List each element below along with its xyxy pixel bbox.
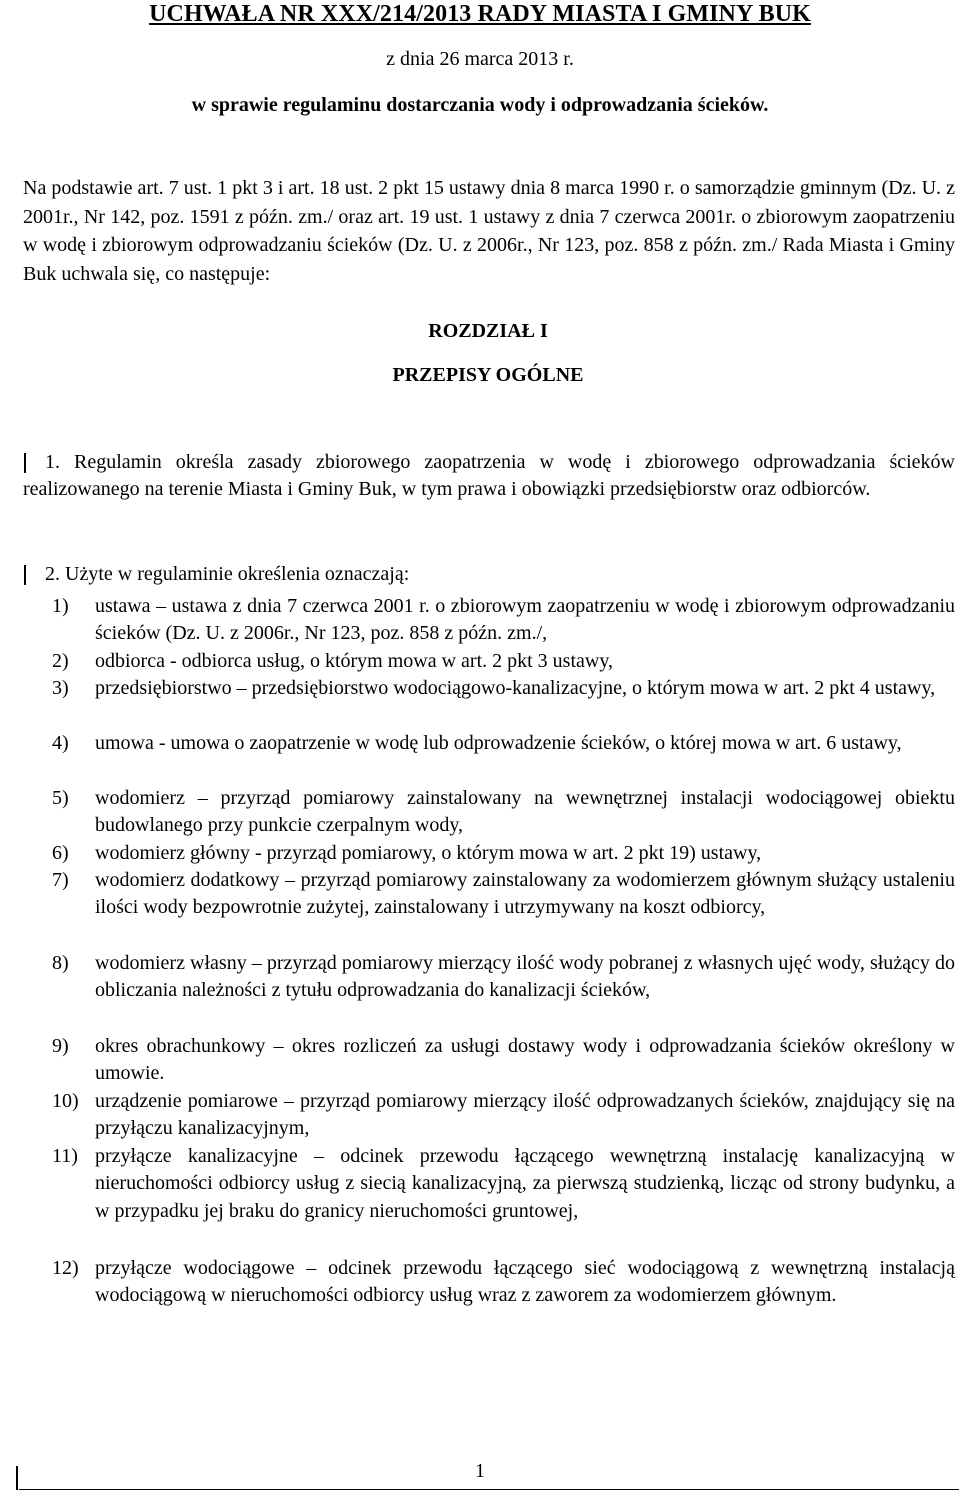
footer-rule — [19, 1489, 959, 1490]
resolution-title: UCHWAŁA NR XXX/214/2013 RADY MIASTA I GMINY BUK — [149, 1, 811, 27]
list-item-number: 8) — [52, 952, 69, 974]
resolution-subject: w sprawie regulaminu dostarczania wody i odprowadzania ścieków. — [191, 94, 769, 116]
paragraph-2-text: 2. Użyte w regulaminie określenia oznaczają: — [45, 563, 410, 585]
page-number: 1 — [475, 1460, 485, 1482]
list-item-text: wodomierz własny – przyrząd pomiarowy mierzący ilość wody pobranej z własnych ujęć wody, służący do obliczania należności z tytułu odprowadzania do kanalizacji ścieków, — [95, 952, 955, 1002]
list-item-text: przyłącze kanalizacyjne – odcinek przewodu łączącego wewnętrzną instalację kanalizacyjną w nieruchomości odbiorcy usług z siecią kanalizacyjną, za pierwszą studzienką, licząc od strony budynku, a w przypadku jej braku do granicy nieruchomości gruntowej, — [95, 1145, 955, 1222]
list-item-number: 3) — [52, 677, 69, 699]
list-item-text: przedsiębiorstwo – przedsiębiorstwo wodociągowo-kanalizacyjne, o którym mowa w art. 2 pkt 4 ustawy, — [95, 677, 936, 699]
list-item-number: 7) — [52, 869, 69, 891]
list-item-text: wodomierz – przyrząd pomiarowy zainstalowany na wewnętrznej instalacji wodociągowej obiektu budowlanego przy punkcie czerpalnym wody, — [95, 787, 955, 837]
list-item-number: 5) — [52, 787, 69, 809]
section-sign-icon — [23, 449, 43, 476]
list-item-number: 4) — [52, 732, 69, 754]
resolution-date: z dnia 26 marca 2013 r. — [386, 48, 574, 70]
list-item-number: 1) — [52, 595, 69, 617]
list-item-text: umowa - umowa o zaopatrzenie w wodę lub odprowadzenie ścieków, o której mowa w art. 6 ustawy, — [95, 732, 902, 754]
list-item-number: 12) — [52, 1257, 79, 1279]
list-item-text: wodomierz główny - przyrząd pomiarowy, o którym mowa w art. 2 pkt 19) ustawy, — [95, 842, 762, 864]
list-item-text: okres obrachunkowy – okres rozliczeń za usługi dostawy wody i odprowadzania ścieków określony w umowie. — [95, 1035, 955, 1085]
list-item-number: 10) — [52, 1090, 79, 1112]
paragraph-2 — [23, 561, 955, 588]
list-item-number: 2) — [52, 650, 69, 672]
paragraph-1 — [23, 449, 955, 503]
list-item-number: 9) — [52, 1035, 69, 1057]
list-item-text: urządzenie pomiarowe – przyrząd pomiarowy mierzący ilość odprowadzanych ścieków, znajdujący się na przyłączu kanalizacyjnym, — [95, 1090, 955, 1140]
paragraph-1-text: 1. Regulamin określa zasady zbiorowego zaopatrzenia w wodę i zbiorowego odprowadzania ścieków realizowanego na terenie Miasta i Gminy Buk, w tym prawa i obowiązki przedsiębiorstw oraz odbiorców. — [23, 451, 955, 500]
legal-basis: Na podstawie art. 7 ust. 1 pkt 3 i art. 18 ust. 2 pkt 15 ustawy dnia 8 marca 1990 r. o samorządzie gminnym (Dz. U. z 2001r., Nr 142, poz. 1591 z późn. zm./ oraz art. 19 ust. 1 ustawy z dnia 7 czerwca 2001r. o zbiorowym zaopatrzeniu w wodę i zbiorowym odprowadzaniu ścieków (Dz. U. z 2006r., Nr 123, poz. 858 z późn. zm./ Rada Miasta i Gminy Buk uchwala się, co następuje: — [23, 177, 955, 285]
list-item-text: przyłącze wodociągowe – odcinek przewodu łączącego sieć wodociągową z wewnętrzną instalacją wodociągową w nieruchomości odbiorcy usług wraz z zaworem za wodomierzem głównym. — [95, 1257, 955, 1307]
list-item-text: ustawa – ustawa z dnia 7 czerwca 2001 r. o zbiorowym zaopatrzeniu w wodę i zbiorowym odprowadzaniu ścieków (Dz. U. z 2006r., Nr 123, poz. 858 z późn. zm./, — [95, 595, 955, 645]
list-item-text: wodomierz dodatkowy – przyrząd pomiarowy zainstalowany za wodomierzem głównym służący ustaleniu ilości wody bezpowrotnie zużytej, zainstalowany i utrzymywany na koszt odbiorcy, — [95, 869, 955, 919]
list-item-text: odbiorca - odbiorca usług, o którym mowa w art. 2 pkt 3 ustawy, — [95, 650, 614, 672]
list-item-number: 6) — [52, 842, 69, 864]
section-sign-icon — [23, 561, 43, 588]
chapter-title: PRZEPISY OGÓLNE — [392, 364, 584, 386]
chapter-number: ROZDZIAŁ I — [428, 320, 548, 342]
list-item-number: 11) — [52, 1145, 78, 1167]
